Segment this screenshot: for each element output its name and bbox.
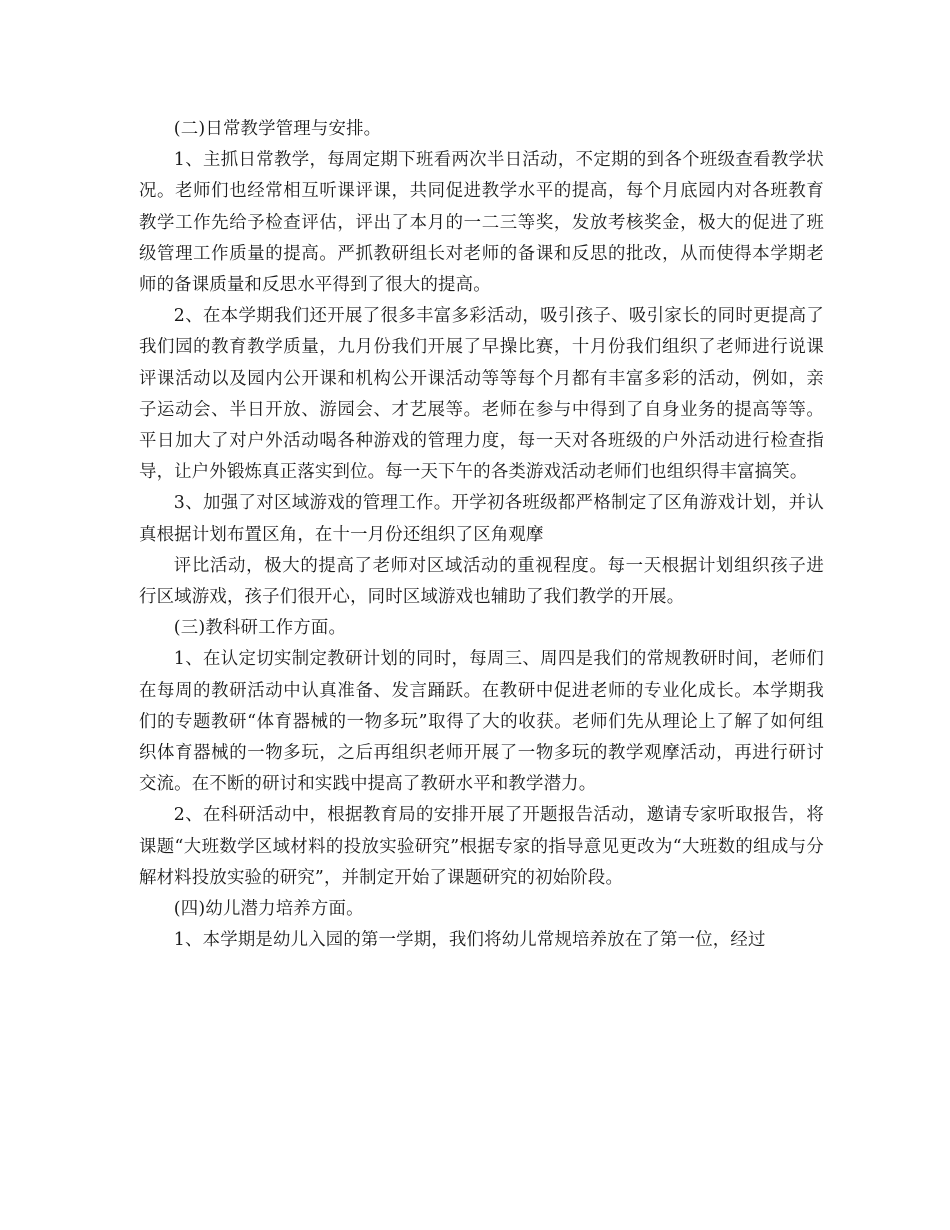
section-heading-child-development: (四)幼儿潜力培养方面。: [173, 899, 364, 920]
section-heading-daily-teaching: (二)日常教学管理与安排。: [173, 119, 382, 139]
section-heading-research: (三)教科研工作方面。: [173, 618, 347, 639]
paragraph-research-1: 1、在认定切实制定教研计划的同时，每周三、周四是我们的常规教研时间，老师们在每周的教研活动中认真准备、发言踊跃。在教研中促进老师的专业化成长。本学期我们的专题教研“体育器械的一物多玩”取得了大的收获。老师们先从理论上了解了如何组织体育器械的一物多玩，之后再组织老师开展了一物多玩的教学观摩活动，再进行研讨交流。在不断的研讨和实践中提高了教研水平和教学潜力。: [139, 649, 824, 795]
paragraph-daily-teaching-3-continued: 评比活动，极大的提高了老师对区域活动的重视程度。每一天根据计划组织孩子进行区域游戏，孩子们很开心，同时区域游戏也辅助了我们教学的开展。: [139, 555, 824, 608]
paragraph-daily-teaching-3: 3、加强了对区域游戏的管理工作。开学初各班级都严格制定了区角游戏计划，并认真根据计划布置区角，在十一月份还组织了区角观摩: [139, 493, 824, 545]
document-body: [139, 114, 824, 956]
paragraph-research-2: 2、在科研活动中，根据教育局的安排开展了开题报告活动，邀请专家听取报告，将课题“大班数学区域材料的投放实验研究”根据专家的指导意见更改为“大班数的组成与分解材料投放实验的研究”，并制定开始了课题研究的初始阶段。: [139, 805, 824, 888]
paragraph-daily-teaching-1: 1、主抓日常教学，每周定期下班看两次半日活动，不定期的到各个班级查看教学状况。老师们也经常相互听课评课，共同促进教学水平的提高，每个月底园内对各班教育教学工作先给予检查评估，评出了本月的一二三等奖，发放考核奖金，极大的促进了班级管理工作质量的提高。严抓教研组长对老师的备课和反思的批改，从而使得本学期老师的备课质量和反思水平得到了很大的提高。: [139, 150, 824, 296]
paragraph-daily-teaching-2: 2、在本学期我们还开展了很多丰富多彩活动，吸引孩子、吸引家长的同时更提高了我们园的教育教学质量，九月份我们开展了早操比赛，十月份我们组织了老师进行说课评课活动以及园内公开课和机构公开课活动等等每个月都有丰富多彩的活动，例如，亲子运动会、半日开放、游园会、才艺展等。老师在参与中得到了自身业务的提高等等。平日加大了对户外活动喝各种游戏的管理力度，每一天对各班级的户外活动进行检查指导，让户外锻炼真正落实到位。每一天下午的各类游戏活动老师们也组织得丰富搞笑。: [139, 306, 824, 483]
paragraph-child-development-1: 1、本学期是幼儿入园的第一学期，我们将幼儿常规培养放在了第一位，经过: [173, 930, 766, 951]
